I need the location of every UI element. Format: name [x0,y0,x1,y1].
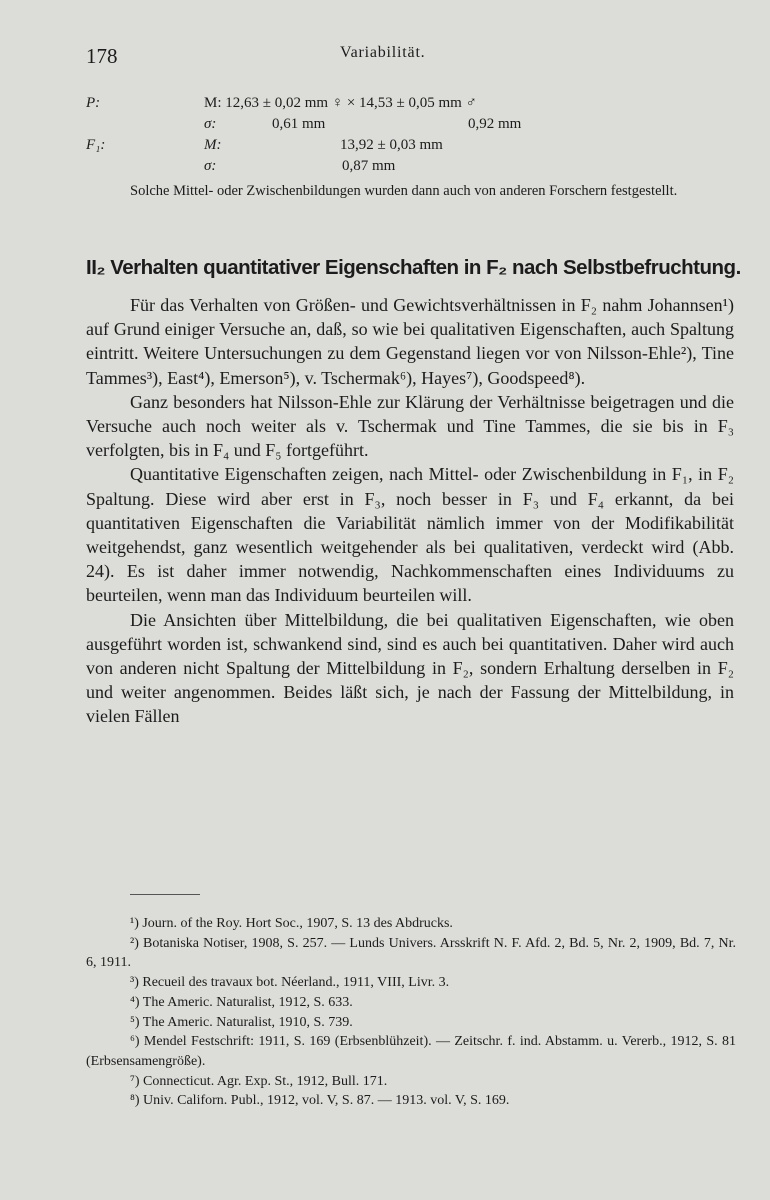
footnote: ³) Recueil des travaux bot. Néerland., 1911, VIII, Livr. 3. [130,975,450,991]
parents-sigma-male: 0,92 mm [468,116,522,132]
f1-sigma-row [86,158,746,179]
parents-mean: M: 12,63 ± 0,02 mm ♀ × 14,53 ± 0,05 mm ♂ [204,95,477,111]
running-title: Variabilität. [340,44,426,61]
section-heading: II₂ Verhalten quantitativer Eigenschaften in F₂ nach Selbstbefruchtung. [86,256,741,279]
intro-text: Solche Mittel- oder Zwischenbildungen wurden dann auch von anderen Forschern festgestellt. [130,183,678,199]
f1-label: F₁: [86,137,106,153]
f1-mean-label: M: [204,137,222,153]
measurement-table [86,95,746,179]
footnote: ²) Botaniska Notiser, 1908, S. 257. — Lunds Univers. Arsskrift N. F. Afd. 2, Bd. 5, Nr. 2, 1909, Bd. 7, Nr. 6, 1911. [86,935,736,971]
footnote: ⁸) Univ. Californ. Publ., 1912, vol. V, S. 87. — 1913. vol. V, S. 169. [130,1093,510,1109]
parents-sigma-row [86,116,746,137]
paragraph: Die Ansichten über Mittelbildung, die bei qualitativen Eigenschaften, wie oben ausgeführt worden ist, schwankend sind, sind es auch bei quantitativen. Daher wird auch von anderen nicht Spaltung der Mittelbildung in F₂, sondern Erhaltung derselben in F₂ und weiter angenommen. Beides läßt sich, je nach der Fassung der Mittelbildung, in vielen Fällen [86,609,734,727]
body-text [86,293,734,729]
parents-sigma-female: 0,61 mm [272,116,326,132]
footnote: ⁵) The Americ. Naturalist, 1910, S. 739. [130,1014,353,1030]
footnote: ¹) Journ. of the Roy. Hort Soc., 1907, S. 13 des Abdrucks. [130,916,453,931]
f1-mean-row [86,137,746,158]
footnotes [86,914,736,1111]
f1-mean: 13,92 ± 0,03 mm [340,137,443,153]
footnote: ⁷) Connecticut. Agr. Exp. St., 1912, Bull. 171. [130,1073,388,1089]
paragraph: Ganz besonders hat Nilsson-Ehle zur Klärung der Verhältnisse beigetragen und die Versuche auch noch weiter als v. Tschermak und Tine Tammes, die sie bis in F₃ verfolgten, bis in F₄ und F₅ fortgeführt. [86,391,734,461]
footnote: ⁴) The Americ. Naturalist, 1912, S. 633. [130,994,353,1010]
page-number: 178 [86,44,118,68]
f1-sigma: 0,87 mm [342,158,396,174]
footnote: ⁶) Mendel Festschrift: 1911, S. 169 (Erbsenblühzeit). — Zeitschr. f. ind. Abstamm. u. Vererb., 1912, S. 81 (Erbsensamengröße). [86,1034,736,1069]
parents-mean-row [86,95,746,116]
footnote-separator [130,894,200,895]
parents-label: P: [86,95,101,111]
f1-sigma-label: σ: [204,158,217,174]
paragraph: Für das Verhalten von Größen- und Gewichtsverhältnissen in F₂ nahm Johannsen¹) auf Grund einiger Versuche an, daß, so wie bei qualitativen Eigenschaften, auch Spaltung eintritt. Weitere Untersuchungen zu dem Gegenstand liegen vor von Nilsson-Ehle²), Tine Tammes³), East⁴), Emerson⁵), v. Tschermak⁶), Hayes⁷), Goodspeed⁸). [86,295,734,388]
parents-sigma-label: σ: [204,116,217,132]
paragraph: Quantitative Eigenschaften zeigen, nach Mittel- oder Zwischenbildung in F₁, in F₂ Spaltung. Diese wird aber erst in F₃, noch besser in F₃ und F₄ erkannt, da bei quantitativen Eigenschaften die Variabilität nämlich immer von der Modifikabilität weitgehendst, ganz wesentlich weitgehender als bei qualitativen, verdeckt wird (Abb. 24). Es ist daher immer notwendig, Nachkommenschaften eines Individuums zu beurteilen, wenn man das Individuum beurteilen will. [86,464,734,606]
